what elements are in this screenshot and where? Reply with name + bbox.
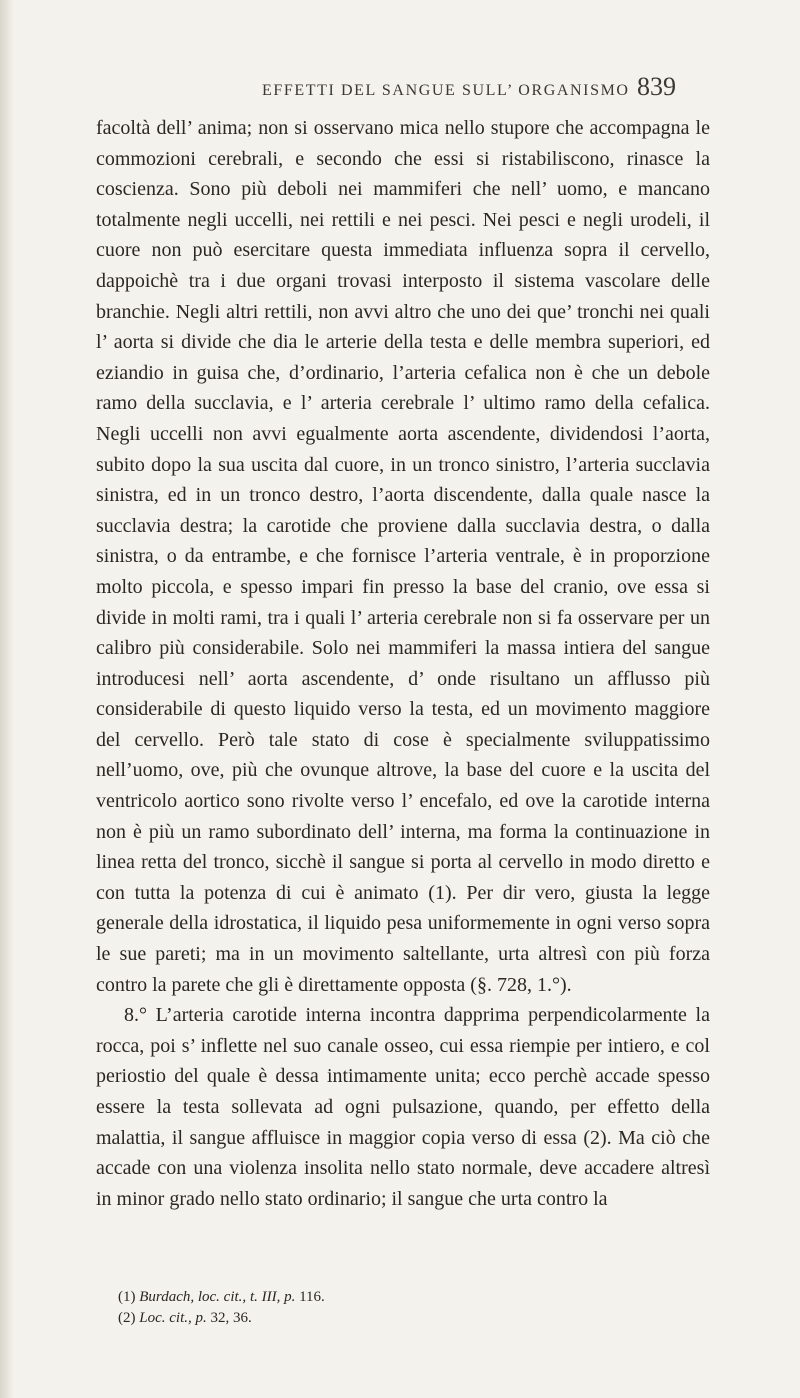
paragraph-1: facoltà dell’ anima; non si osservano mica nello stupore che accompagna le commozioni cerebrali, e secondo che essi si ristabiliscono, rinasce la coscienza. Sono più deboli nei mammiferi che nell’ uomo, e mancano totalmente negli uccelli, nei rettili e nei pesci. Nei pesci e negli urodeli, il cuore non può esercitare questa immediata influenza sopra il cervello, dappoichè tra i due organi trovasi interposto il sistema vascolare delle branchie. Negli altri rettili, non avvi altro che uno dei que’ tronchi nei quali l’ aorta si divide che dia le arterie della testa e delle membra superiori, ed eziandio in guisa che, d’ordinario, l’arteria cefalica non è che un debole ramo della succlavia, e l’ arteria cerebrale l’ ultimo ramo della cefalica. Negli uccelli non avvi egualmente aorta ascendente, dividendosi l’aorta, subito dopo la sua uscita dal cuore, in un tronco sinistro, l’arteria succlavia sinistra, ed in un tronco destro, l’aorta discendente, dalla quale nasce la succlavia destra; la carotide che proviene dalla succlavia destra, o dalla sinistra, o da entrambe, e che fornisce l’arteria ventrale, è in proporzione molto piccola, e spesso impari fin presso la base del cranio, ove essa si divide in molti rami, tra i quali l’ arteria cerebrale non si fa osservare per un calibro più considerabile. Solo nei mammiferi la massa intiera del sangue introducesi nell’ aorta ascendente, d’ onde risultano un afflusso più considerabile di questo liquido verso la testa, ed un movimento maggiore del cervello. Però tale stato di cose è specialmente sviluppatissimo nell’uomo, ove, più che ovunque altrove, la base del cuore e la uscita del ventricolo aortico sono rivolte verso l’ encefalo, ed ove la carotide interna non è più un ramo subordinato dell’ interna, ma forma la continuazione in linea retta del tronco, sicchè il sangue si porta al cervello in modo diretto e con tutta la potenza di cui è animato (1). Per dir vero, giusta la legge generale della idrostatica, il liquido pesa uniformemente in ogni verso sopra le sue pareti; ma in un movimento saltellante, urta altresì con più forza contro la parete che gli è direttamente opposta (§. 728, 1.°). (96, 117, 710, 996)
footnote-2-page: 32, 36. (210, 1310, 252, 1326)
footnote-1-volume: t. III, (249, 1289, 281, 1305)
footnotes (118, 1287, 678, 1329)
footnote-1-page-label: p. (284, 1289, 296, 1305)
running-header: EFFETTI DEL SANGUE SULL’ ORGANISMO (262, 82, 630, 99)
footnote-2-page-label: p. (195, 1310, 207, 1326)
body-text (96, 113, 710, 1214)
paragraph-2: 8.° L’arteria carotide interna incontra dapprima perpendicolarmente la rocca, poi s’ inflette nel suo canale osseo, cui essa riempie per intiero, e col periostio del quale è dessa intimamente unita; ecco perchè accade spesso essere la testa sollevata ad ogni pulsazione, quando, per effetto della malattia, il sangue affluisce in maggior copia verso di essa (2). Ma ciò che accade con una violenza insolita nello stato normale, deve accadere altresì in minor grado nello stato ordinario; il sangue che urta contro la (96, 1004, 710, 1210)
footnote-2-mark: (2) (118, 1310, 136, 1326)
page-number: 839 (637, 72, 676, 101)
footnote-1-author: Burdach, (139, 1289, 195, 1305)
footnote-1-mark: (1) (118, 1289, 136, 1305)
footnote-2 (118, 1308, 678, 1329)
page-gutter-shadow (0, 0, 14, 1398)
footnote-1-page: 116. (299, 1289, 325, 1305)
footnote-1 (118, 1287, 678, 1308)
footnote-1-ref: loc. cit., (197, 1289, 247, 1305)
footnote-2-ref: Loc. cit., (139, 1310, 192, 1326)
